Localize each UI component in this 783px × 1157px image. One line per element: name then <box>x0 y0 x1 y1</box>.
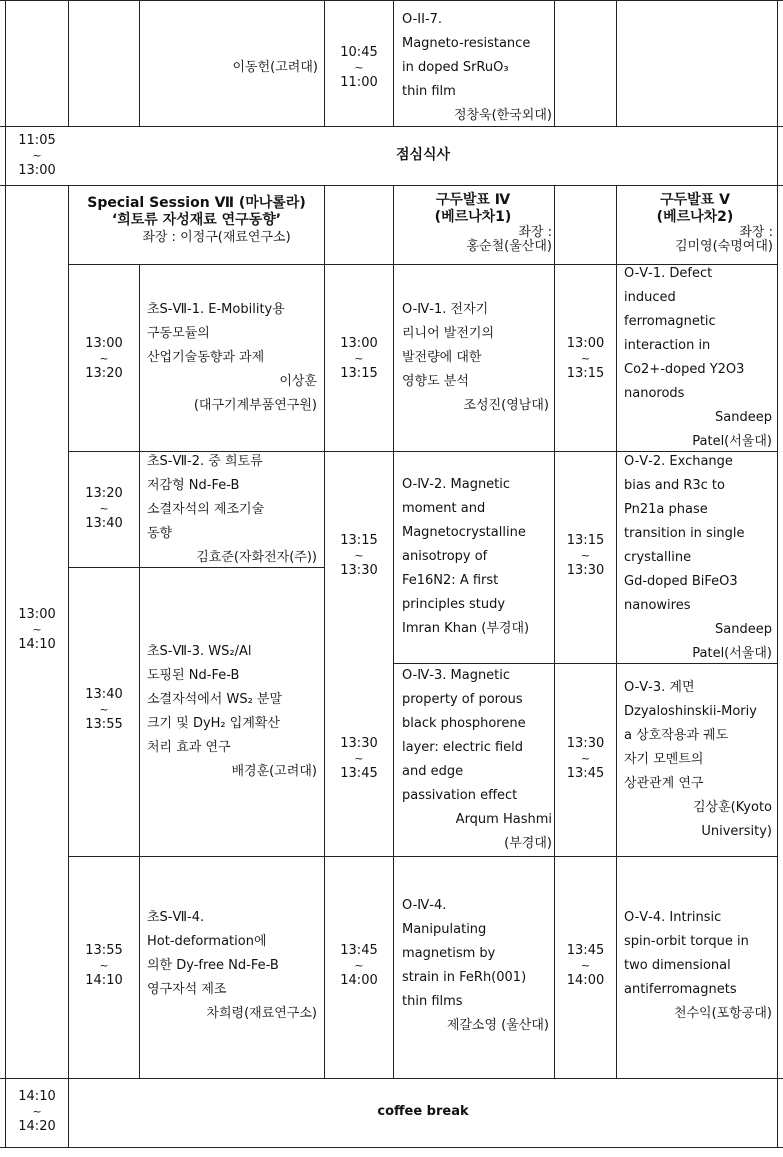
talk-line: 소결자석에서 WS₂ 분말 <box>147 692 283 707</box>
talk-line: O-Ⅳ-4. <box>402 898 447 913</box>
time-start: 10:45 <box>340 45 378 60</box>
talk-line: strain in FeRh(001) <box>402 970 527 985</box>
talk-line: principles study <box>402 597 506 612</box>
talk-line: O-Ⅴ-1. Defect <box>624 266 713 281</box>
time-slot <box>325 334 393 384</box>
time-end: 11:00 <box>340 75 378 90</box>
talk-line: 영구자석 제조 <box>147 982 227 997</box>
talk-line: antiferromagnets <box>624 982 737 997</box>
talk-line: O-Ⅴ-3. 계면 <box>624 680 695 695</box>
time-start: 13:20 <box>85 486 123 501</box>
time-slot <box>555 734 616 784</box>
time-end: 13:30 <box>566 563 605 578</box>
talk-line: Fe16N2: A first <box>402 573 499 588</box>
coffee-break-label: coffee break <box>377 1104 469 1119</box>
talk-line: 소결자석의 제조기술 <box>147 502 265 517</box>
talk-line: Pn21a phase <box>624 502 708 517</box>
time-separator: ~ <box>354 752 364 765</box>
talk-speaker: 조성진(영남대) <box>463 398 549 413</box>
lunch-label: 점심식사 <box>395 147 451 163</box>
time-end: 14:10 <box>18 637 56 652</box>
talk-cell <box>147 298 317 418</box>
talk-line: crystalline <box>624 550 692 565</box>
talk-line: 상관관계 연구 <box>624 776 704 791</box>
talk-line: 처리 효과 연구 <box>147 740 231 755</box>
talk-line: Co2+-doped Y2O3 <box>624 362 745 377</box>
time-start: 13:45 <box>566 943 605 958</box>
talk-cell <box>624 676 772 844</box>
time-end: 13:45 <box>340 766 378 781</box>
talk-line: 저감형 Nd-Fe-B <box>147 478 240 493</box>
talk-line: moment and <box>402 501 486 516</box>
session-chair: 김미영(숙명여대) <box>674 239 773 254</box>
time-slot <box>69 685 139 735</box>
time-separator: ~ <box>32 623 42 636</box>
special-session-header <box>70 195 323 246</box>
talk-line: Gd-doped BiFeO3 <box>624 574 738 589</box>
talk-cell <box>147 906 317 1026</box>
time-slot <box>6 605 68 655</box>
time-slot <box>325 734 393 784</box>
session-room: (베르나차2) <box>656 209 734 225</box>
talk-cell <box>402 894 549 1038</box>
talk-line: thin film <box>402 84 456 99</box>
talk-line: 도핑된 Nd-Fe-B <box>147 668 240 683</box>
time-start: 13:55 <box>85 943 123 958</box>
talk-affiliation: University) <box>701 824 772 839</box>
time-separator: ~ <box>354 352 364 365</box>
time-separator: ~ <box>354 61 364 74</box>
talk-line: O-Ⅴ-4. Intrinsic <box>624 910 722 925</box>
talk-speaker: 차희령(재료연구소) <box>206 1006 317 1021</box>
talk-line: thin films <box>402 994 463 1009</box>
time-end: 14:00 <box>340 973 378 988</box>
talk-line: O-II-7. <box>402 12 443 27</box>
talk-cell <box>624 906 772 1026</box>
session-chair: 좌장 : 이정구(재료연구소) <box>142 230 291 245</box>
talk-line: 동향 <box>147 526 173 541</box>
talk-speaker: 배경훈(고려대) <box>231 764 317 779</box>
talk-speaker: 정창욱(한국외대) <box>453 108 552 123</box>
talk-line: nanorods <box>624 386 685 401</box>
talk-line: O-Ⅳ-2. Magnetic <box>402 477 511 492</box>
talk-line: transition in single <box>624 526 745 541</box>
talk-cell <box>147 640 317 784</box>
talk-line: O-Ⅳ-3. Magnetic <box>402 668 511 683</box>
speaker-cell <box>140 56 318 80</box>
time-slot <box>555 941 616 991</box>
time-end: 13:15 <box>340 366 378 381</box>
talk-cell <box>402 664 552 856</box>
talk-line: 산업기술동향과 과제 <box>147 350 265 365</box>
talk-line: 크기 및 DyH₂ 입계확산 <box>147 716 280 731</box>
grid-line <box>68 0 69 126</box>
talk-cell <box>402 8 552 128</box>
time-start: 13:30 <box>566 736 605 751</box>
talk-line: 초S-Ⅶ-1. E-Mobility용 <box>147 302 285 317</box>
grid-line <box>0 1147 783 1148</box>
talk-cell <box>402 473 552 641</box>
talk-speaker: Imran Khan (부경대) <box>402 621 530 636</box>
grid-line <box>616 185 617 1078</box>
talk-line: anisotropy of <box>402 549 488 564</box>
time-slot <box>325 941 393 991</box>
speaker-name: 이동헌(고려대) <box>232 60 318 75</box>
grid-line <box>0 185 783 186</box>
time-start: 13:45 <box>340 943 378 958</box>
time-end: 13:30 <box>340 563 378 578</box>
talk-line: two dimensional <box>624 958 731 973</box>
talk-line: passivation effect <box>402 788 518 803</box>
session-chair: 홍순철(울산대) <box>466 239 552 254</box>
talk-line: a 상호작용과 궤도 <box>624 728 729 743</box>
talk-line: 영향도 분석 <box>402 374 469 389</box>
talk-affiliation: Patel(서울대) <box>692 434 772 449</box>
time-start: 13:00 <box>85 336 123 351</box>
talk-line: bias and R3c to <box>624 478 725 493</box>
grid-line <box>393 0 394 126</box>
talk-speaker: 김상훈(Kyoto <box>692 800 772 815</box>
time-end: 13:45 <box>566 766 605 781</box>
grid-line <box>0 1078 783 1079</box>
time-slot <box>555 531 616 581</box>
talk-cell <box>147 450 317 570</box>
grid-line <box>554 0 555 126</box>
time-separator: ~ <box>99 959 109 972</box>
talk-line: Magnetocrystalline <box>402 525 526 540</box>
talk-speaker: Sandeep <box>715 622 772 637</box>
time-slot <box>555 334 616 384</box>
time-end: 13:40 <box>85 516 123 531</box>
session-chair-label: 좌장 : <box>739 225 773 240</box>
time-start: 13:40 <box>85 687 123 702</box>
talk-line: Magneto-resistance <box>402 36 531 51</box>
time-separator: ~ <box>354 959 364 972</box>
grid-line <box>0 0 783 1</box>
talk-line: Manipulating <box>402 922 487 937</box>
time-separator: ~ <box>99 703 109 716</box>
time-end: 14:20 <box>18 1119 56 1134</box>
time-separator: ~ <box>354 549 364 562</box>
talk-line: spin-orbit torque in <box>624 934 749 949</box>
talk-affiliation: (대구기계부품연구원) <box>193 398 317 413</box>
talk-affiliation: (부경대) <box>504 836 552 851</box>
time-slot <box>69 334 139 384</box>
oral4-header <box>394 192 552 254</box>
time-slot <box>69 941 139 991</box>
talk-speaker: Sandeep <box>715 410 772 425</box>
session-title: 구두발표 Ⅳ <box>435 192 511 208</box>
talk-line: 발전량에 대한 <box>402 350 482 365</box>
talk-line: 리니어 발전기의 <box>402 326 495 341</box>
time-slot <box>6 131 68 181</box>
time-separator: ~ <box>32 149 42 162</box>
session-title: Special Session Ⅶ (마나롤라) <box>87 195 306 211</box>
oral5-header <box>617 192 773 254</box>
time-end: 13:15 <box>566 366 605 381</box>
time-start: 11:05 <box>18 133 56 148</box>
session-room: (베르나차1) <box>434 209 512 225</box>
time-separator: ~ <box>580 752 591 765</box>
talk-speaker: 천수익(포항공대) <box>673 1006 772 1021</box>
talk-line: in doped SrRuO₃ <box>402 60 509 75</box>
talk-speaker: 제갈소영 (울산대) <box>446 1018 549 1033</box>
talk-line: O-Ⅴ-2. Exchange <box>624 454 733 469</box>
talk-line: layer: electric field <box>402 740 524 755</box>
talk-line: 초S-Ⅶ-2. 중 희토류 <box>147 454 263 469</box>
talk-cell <box>624 262 772 454</box>
talk-line: black phosphorene <box>402 716 526 731</box>
time-separator: ~ <box>580 352 591 365</box>
time-separator: ~ <box>99 502 109 515</box>
talk-speaker: 김효준(자화전자(주)) <box>196 550 317 565</box>
session-title: 구두발표 Ⅴ <box>660 192 730 208</box>
grid-line <box>393 185 394 1078</box>
talk-line: nanowires <box>624 598 691 613</box>
session-subtitle: ‘희토류 자성재료 연구동향’ <box>111 212 282 228</box>
grid-line <box>0 126 783 127</box>
talk-line: 초S-Ⅶ-4. <box>147 910 205 925</box>
time-end: 13:20 <box>85 366 123 381</box>
talk-line: interaction in <box>624 338 711 353</box>
time-start: 13:00 <box>340 336 378 351</box>
time-slot <box>6 1087 68 1137</box>
talk-line: and edge <box>402 764 464 779</box>
talk-line: 자기 모멘트의 <box>624 752 704 767</box>
talk-cell <box>624 450 772 666</box>
time-start: 13:30 <box>340 736 378 751</box>
time-start: 13:15 <box>566 533 605 548</box>
talk-line: O-Ⅳ-1. 전자기 <box>402 302 489 317</box>
talk-line: 초S-Ⅶ-3. WS₂/Al <box>147 644 252 659</box>
time-end: 14:00 <box>566 973 605 988</box>
talk-line: Hot-deformation에 <box>147 934 267 949</box>
time-end: 13:00 <box>18 163 56 178</box>
time-slot <box>325 43 393 93</box>
talk-cell <box>402 298 549 418</box>
talk-line: 구동모듈의 <box>147 326 210 341</box>
grid-line <box>777 0 778 1148</box>
time-slot <box>325 531 393 581</box>
time-start: 14:10 <box>18 1089 56 1104</box>
time-end: 13:55 <box>85 717 123 732</box>
talk-line: Dzyaloshinskii-Moriy <box>624 704 757 719</box>
talk-line: 의한 Dy-free Nd-Fe-B <box>147 958 279 973</box>
time-start: 13:00 <box>566 336 605 351</box>
talk-speaker: Arqum Hashmi <box>455 812 552 827</box>
talk-line: magnetism by <box>402 946 496 961</box>
time-separator: ~ <box>99 352 109 365</box>
talk-line: induced <box>624 290 676 305</box>
grid-line <box>68 856 778 857</box>
session-chair-label: 좌장 : <box>518 225 552 240</box>
talk-line: property of porous <box>402 692 523 707</box>
grid-line <box>139 264 140 1078</box>
talk-line: ferromagnetic <box>624 314 716 329</box>
time-slot <box>69 484 139 534</box>
time-start: 13:00 <box>18 607 56 622</box>
talk-affiliation: Patel(서울대) <box>692 646 772 661</box>
grid-line <box>616 0 617 126</box>
time-separator: ~ <box>580 959 591 972</box>
time-separator: ~ <box>580 549 591 562</box>
time-separator: ~ <box>32 1105 42 1118</box>
time-start: 13:15 <box>340 533 378 548</box>
talk-speaker: 이상훈 <box>279 374 317 389</box>
time-end: 14:10 <box>85 973 123 988</box>
